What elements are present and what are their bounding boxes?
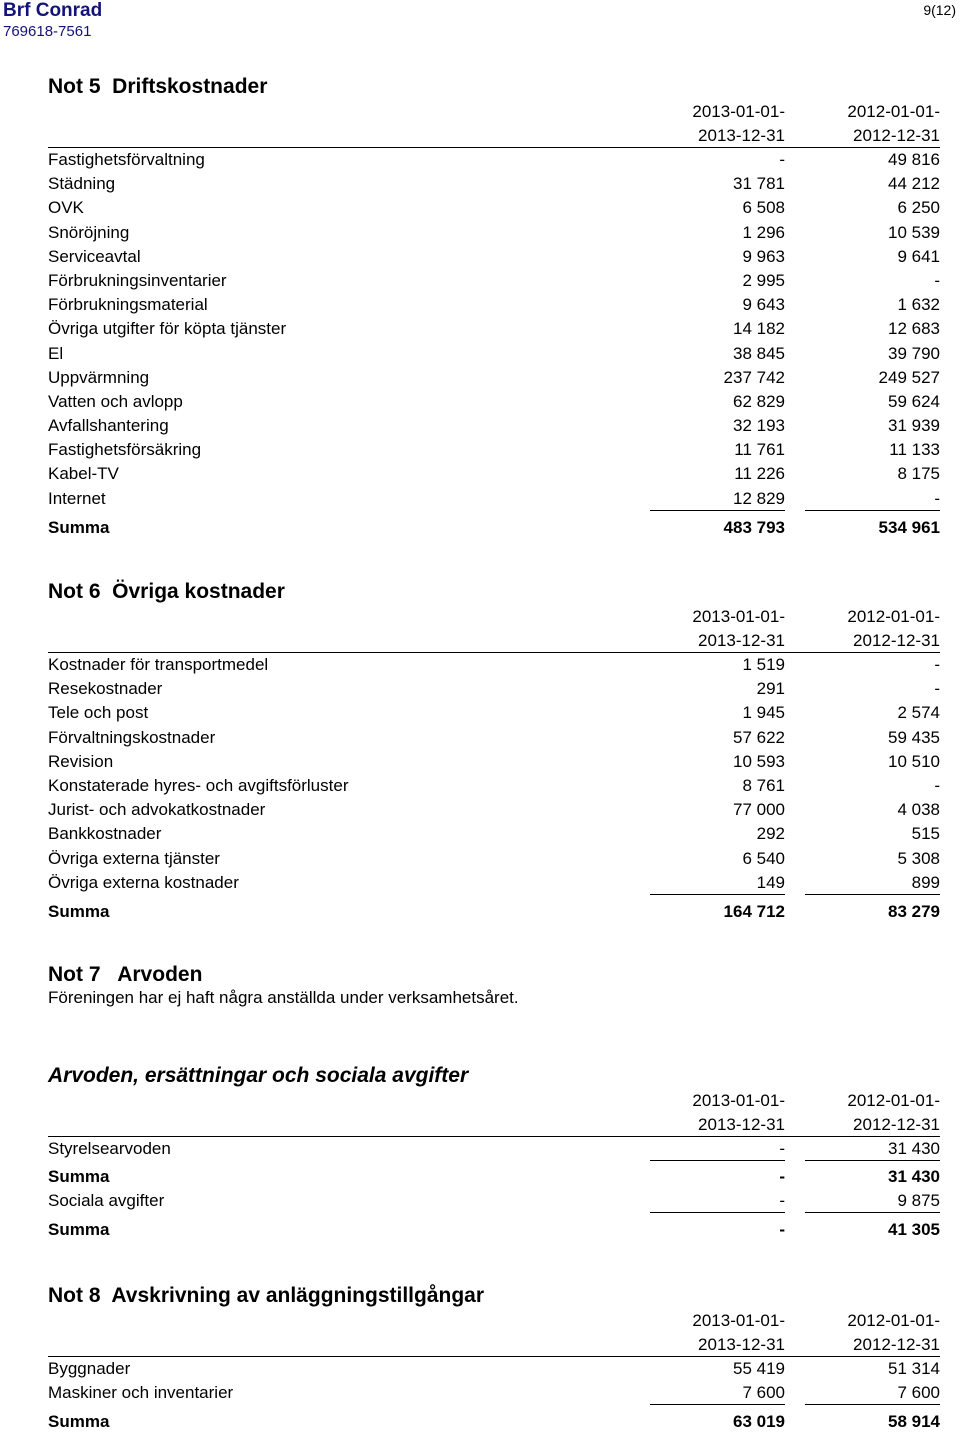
column-header: [48, 100, 940, 148]
table-row: [48, 1357, 940, 1381]
row-label: Städning: [48, 174, 116, 194]
table-row: [48, 293, 940, 317]
row-label: Bankkostnader: [48, 824, 162, 844]
table-row: [48, 677, 940, 701]
row-current-value: 9 963: [742, 246, 785, 266]
current-period-header: 2013-01-01- 2013-12-31: [692, 607, 785, 650]
row-previous-value: 9 641: [897, 246, 940, 266]
row-label: Resekostnader: [48, 679, 163, 699]
table-row: [48, 871, 940, 895]
row-previous-value: 59 624: [888, 391, 940, 411]
row-current-value: 1 296: [742, 222, 785, 242]
row-label: Förbrukningsinventarier: [48, 270, 227, 290]
row-current-value: 2 995: [742, 270, 785, 290]
row-current-value: 38 845: [733, 343, 785, 363]
previous-period-header: 2012-01-01- 2012-12-31: [847, 1091, 940, 1134]
note-6-section: [48, 579, 940, 924]
page-number: 9(12): [923, 2, 956, 18]
current-period-header: 2013-01-01- 2013-12-31: [692, 102, 785, 145]
table-row: [48, 438, 940, 462]
sum-current: 483 793: [723, 517, 785, 537]
row-current-value: 31 781: [733, 174, 785, 194]
note-8-title: Not 8 Avskrivning av anläggningstillgångar: [48, 1284, 485, 1307]
note-8-section: [48, 1283, 940, 1434]
row-current-value: 14 182: [733, 319, 785, 339]
organization-number: 769618-7561: [3, 23, 92, 40]
row-current-value: 237 742: [723, 367, 785, 387]
note-5-title: Not 5 Driftskostnader: [48, 75, 268, 98]
row-current-value: 8 761: [742, 775, 785, 795]
row-current-value: 10 593: [733, 751, 785, 771]
row-current-value: 77 000: [733, 800, 785, 820]
sum-previous: 534 961: [878, 517, 940, 537]
fees-title: Arvoden, ersättningar och sociala avgifter: [48, 1064, 469, 1087]
table-row: Styrelsearvoden - 31 430: [48, 1137, 940, 1161]
row-current-value: 7 600: [650, 1381, 785, 1405]
table-row: [48, 701, 940, 725]
table-row: [48, 822, 940, 846]
row-current-value: 149: [650, 871, 785, 895]
row-previous-value: 31 939: [888, 416, 940, 436]
row-previous-value: -: [805, 487, 940, 511]
table-row: [48, 847, 940, 871]
note-5-section: [48, 74, 940, 540]
row-label: Internet: [48, 488, 106, 508]
table-row: [48, 221, 940, 245]
row-label: Förbrukningsmaterial: [48, 295, 208, 315]
row-label: El: [48, 343, 64, 363]
row-previous-value: 11 133: [889, 440, 940, 460]
previous-period-header: 2012-01-01- 2012-12-31: [847, 1311, 940, 1354]
row-previous-value: -: [934, 775, 940, 795]
table-row: Sociala avgifter - 9 875: [48, 1189, 940, 1213]
previous-period-header: 2012-01-01- 2012-12-31: [847, 607, 940, 650]
row-label: Jurist- och advokatkostnader: [48, 800, 266, 820]
table-row: [48, 366, 940, 390]
row-label: Snöröjning: [48, 222, 130, 242]
note-7-text: Föreningen har ej haft några anställda under verksamhetsåret.: [48, 988, 519, 1007]
current-period-header: 2013-01-01- 2013-12-31: [692, 1091, 785, 1134]
row-label: Kabel-TV: [48, 464, 119, 484]
row-label: Uppvärmning: [48, 367, 150, 387]
row-previous-value: -: [934, 270, 940, 290]
row-previous-value: 59 435: [888, 727, 940, 747]
table-row: [48, 148, 940, 172]
note-5-rows: [48, 148, 940, 511]
table-row: [48, 653, 940, 677]
sum-previous: 83 279: [888, 901, 940, 921]
sum-current: 164 712: [723, 901, 785, 921]
row-current-value: 11 226: [734, 464, 785, 484]
row-label: Byggnader: [48, 1359, 131, 1378]
table-row: [48, 317, 940, 341]
note-6-rows: [48, 653, 940, 895]
row-current-value: 12 829: [650, 487, 785, 511]
row-label: Vatten och avlopp: [48, 391, 183, 411]
row-label: Avfallshantering: [48, 416, 169, 436]
row-current-value: 57 622: [733, 727, 785, 747]
table-row: [48, 774, 940, 798]
row-current-value: 9 643: [742, 295, 785, 315]
note-8-rows: [48, 1357, 940, 1405]
row-current-value: 6 540: [742, 848, 785, 868]
row-previous-value: 12 683: [888, 319, 940, 339]
row-previous-value: 249 527: [878, 367, 940, 387]
row-previous-value: -: [934, 679, 940, 699]
row-current-value: 6 508: [742, 198, 785, 218]
table-row: [48, 245, 940, 269]
row-label: Övriga externa tjänster: [48, 848, 220, 868]
table-row: [48, 750, 940, 774]
row-current-value: 1 519: [742, 655, 785, 674]
row-previous-value: 1 632: [897, 295, 940, 315]
row-label: Serviceavtal: [48, 246, 141, 266]
row-previous-value: 2 574: [897, 703, 940, 723]
row-current-value: 62 829: [733, 391, 785, 411]
row-previous-value: 8 175: [897, 464, 940, 484]
row-previous-value: 49 816: [888, 150, 940, 169]
table-row: [48, 462, 940, 486]
row-label: OVK: [48, 198, 84, 218]
row-label: Tele och post: [48, 703, 149, 723]
note-7-title: Not 7 Arvoden: [48, 963, 203, 986]
organization-name: Brf Conrad: [3, 0, 103, 21]
row-current-value: 55 419: [733, 1359, 785, 1378]
row-label: Övriga externa kostnader: [48, 872, 239, 892]
fees-sum-row: Summa - 31 430: [48, 1167, 940, 1187]
note-6-title: Not 6 Övriga kostnader: [48, 580, 285, 603]
table-row: [48, 390, 940, 414]
row-label: Konstaterade hyres- och avgiftsförluster: [48, 775, 349, 795]
table-row: [48, 196, 940, 220]
row-current-value: 32 193: [733, 416, 785, 436]
table-row: [48, 269, 940, 293]
row-previous-value: 899: [805, 871, 940, 895]
note-8-sum-row: Summa 63 019 58 914: [48, 1412, 940, 1432]
row-previous-value: 44 212: [888, 174, 940, 194]
row-previous-value: 10 539: [888, 222, 940, 242]
table-row: [48, 726, 940, 750]
row-label: Kostnader för transportmedel: [48, 655, 269, 674]
table-row: [48, 342, 940, 366]
current-period-header: 2013-01-01- 2013-12-31: [692, 1311, 785, 1354]
row-previous-value: 10 510: [888, 751, 940, 771]
previous-period-header: 2012-01-01- 2012-12-31: [847, 102, 940, 145]
row-current-value: 292: [756, 824, 785, 844]
row-previous-value: 5 308: [897, 848, 940, 868]
row-previous-value: 39 790: [888, 343, 940, 363]
note-7-section: [48, 962, 940, 1008]
column-header: [48, 605, 940, 653]
row-current-value: 1 945: [742, 703, 785, 723]
note-5-sum-row: Summa 483 793 534 961: [48, 516, 940, 540]
row-label: Förvaltningskostnader: [48, 727, 216, 747]
row-current-value: 291: [756, 679, 785, 699]
table-row: [48, 1381, 940, 1405]
fees-total-row: Summa - 41 305: [48, 1220, 940, 1240]
column-header: [48, 1309, 940, 1357]
note-6-sum-row: Summa 164 712 83 279: [48, 900, 940, 924]
row-current-value: -: [779, 150, 785, 169]
table-row: [48, 487, 940, 511]
fees-section: [48, 1063, 940, 1242]
row-previous-value: 4 038: [897, 800, 940, 820]
row-label: Fastighetsförvaltning: [48, 150, 205, 169]
row-previous-value: 6 250: [897, 198, 940, 218]
row-label: Fastighetsförsäkring: [48, 440, 202, 460]
row-previous-value: 515: [911, 824, 940, 844]
row-previous-value: 7 600: [805, 1381, 940, 1405]
table-row: [48, 798, 940, 822]
table-row: [48, 414, 940, 438]
row-previous-value: 51 314: [888, 1359, 940, 1378]
row-previous-value: -: [934, 655, 940, 674]
row-current-value: 11 761: [734, 440, 785, 460]
row-label: Revision: [48, 751, 114, 771]
column-header: [48, 1089, 940, 1137]
row-label: Maskiner och inventarier: [48, 1383, 234, 1403]
table-row: [48, 172, 940, 196]
row-label: Övriga utgifter för köpta tjänster: [48, 319, 287, 339]
